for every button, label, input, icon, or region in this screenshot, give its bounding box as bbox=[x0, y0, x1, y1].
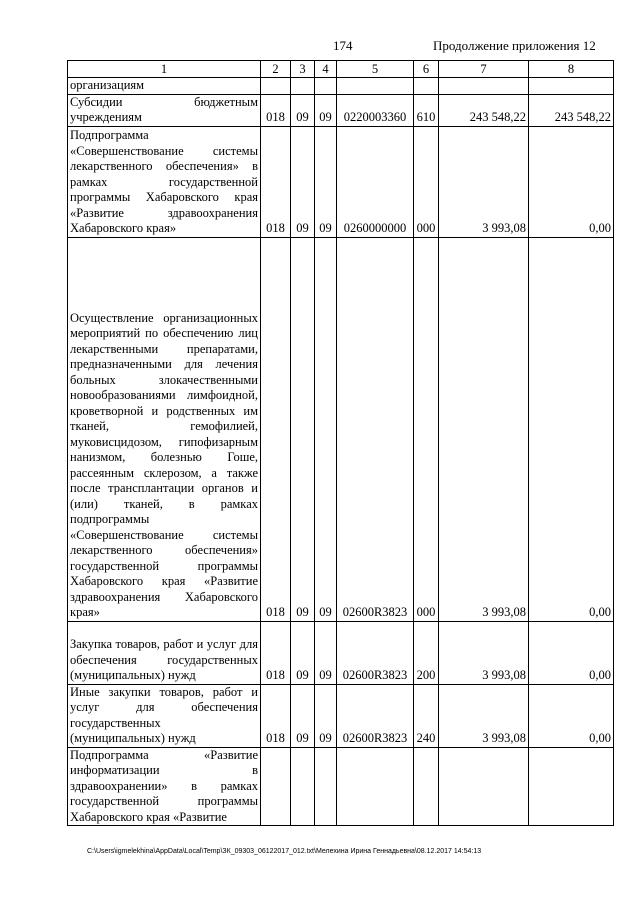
amount-2018: 3 993,08 bbox=[439, 621, 529, 684]
column-header: 2 bbox=[261, 61, 291, 78]
table-cell bbox=[529, 747, 614, 826]
kind-code: 000 bbox=[414, 237, 439, 621]
subsection-code: 09 bbox=[315, 621, 337, 684]
target-code: 02600R3823 bbox=[337, 237, 414, 621]
table-cell bbox=[439, 747, 529, 826]
table-row bbox=[68, 621, 614, 684]
section-code: 09 bbox=[291, 684, 315, 747]
ministry-code: 018 bbox=[261, 621, 291, 684]
row-name: Субсидии бюджетным учреждениям bbox=[68, 94, 261, 126]
ministry-code: 018 bbox=[261, 684, 291, 747]
row-name: Закупка товаров, работ и услуг для обеспечения государственных (муниципальных) нужд bbox=[68, 621, 261, 684]
kind-code: 000 bbox=[414, 126, 439, 237]
table-cell bbox=[414, 78, 439, 95]
table-cell bbox=[337, 747, 414, 826]
table-cell bbox=[291, 747, 315, 826]
amount-2019: 0,00 bbox=[529, 237, 614, 621]
appendix-continuation-label: Продолжение приложения 12 bbox=[433, 38, 596, 53]
row-name: Подпрограмма «Развитие информатизации в здравоохранении» в рамках государственной программы Хабаровского края «Развитие bbox=[68, 747, 261, 826]
subsection-code: 09 bbox=[315, 684, 337, 747]
amount-2019: 0,00 bbox=[529, 621, 614, 684]
budget-table bbox=[67, 60, 614, 826]
table-row-partial bbox=[68, 747, 614, 826]
column-header: 4 bbox=[315, 61, 337, 78]
column-header: 8 bbox=[529, 61, 614, 78]
ministry-code: 018 bbox=[261, 237, 291, 621]
row-name: Иные закупки товаров, работ и услуг для обеспечения государственных (муниципальных) нужд bbox=[68, 684, 261, 747]
section-code: 09 bbox=[291, 621, 315, 684]
target-code: 02600R3823 bbox=[337, 684, 414, 747]
table-cell bbox=[291, 78, 315, 95]
table-row bbox=[68, 126, 614, 237]
table-cell bbox=[414, 747, 439, 826]
column-header: 1 bbox=[68, 61, 261, 78]
row-name: Подпрограмма «Совершенствование системы лекарственного обеспечения» в рамках государственной программы Хабаровского края «Развитие здравоохранения Хабаровского края» bbox=[68, 126, 261, 237]
amount-2019: 0,00 bbox=[529, 684, 614, 747]
target-code: 0220003360 bbox=[337, 94, 414, 126]
column-header: 7 bbox=[439, 61, 529, 78]
kind-code: 200 bbox=[414, 621, 439, 684]
page-number: 174 bbox=[333, 38, 353, 53]
subsection-code: 09 bbox=[315, 126, 337, 237]
column-header: 6 bbox=[414, 61, 439, 78]
row-name: организациям bbox=[68, 78, 261, 95]
amount-2018: 3 993,08 bbox=[439, 237, 529, 621]
table-cell bbox=[315, 747, 337, 826]
amount-2019: 0,00 bbox=[529, 126, 614, 237]
amount-2019: 243 548,22 bbox=[529, 94, 614, 126]
table-row bbox=[68, 237, 614, 621]
table-cell bbox=[315, 78, 337, 95]
table-cell bbox=[337, 78, 414, 95]
subsection-code: 09 bbox=[315, 94, 337, 126]
section-code: 09 bbox=[291, 237, 315, 621]
kind-code: 610 bbox=[414, 94, 439, 126]
ministry-code: 018 bbox=[261, 126, 291, 237]
target-code: 02600R3823 bbox=[337, 621, 414, 684]
section-code: 09 bbox=[291, 94, 315, 126]
table-cell bbox=[529, 78, 614, 95]
subsection-code: 09 bbox=[315, 237, 337, 621]
table-row bbox=[68, 684, 614, 747]
column-header: 3 bbox=[291, 61, 315, 78]
table-cell bbox=[261, 747, 291, 826]
table-row bbox=[68, 94, 614, 126]
file-path-footer: C:\Users\igmelekhina\AppData\Local\Temp\ЗК_09303_06122017_012.txt\Мелехина Ирина Геннадьевна\08.12.2017 14:54:13 bbox=[87, 848, 482, 855]
table-cell bbox=[439, 78, 529, 95]
target-code: 0260000000 bbox=[337, 126, 414, 237]
column-header-row bbox=[68, 61, 614, 78]
amount-2018: 3 993,08 bbox=[439, 684, 529, 747]
amount-2018: 243 548,22 bbox=[439, 94, 529, 126]
column-header: 5 bbox=[337, 61, 414, 78]
row-name: Осуществление организационных мероприятий по обеспечению лиц лекарственными препаратами, предназначенными для лечения больных злокачественными новообразованиями лимфоидной, кроветворной и родственных им тканей, гемофилией, муковисцидозом, гипофизарным нанизмом, болезнью Гоше, рассеянным склерозом, а также после трансплантации органов и (или) тканей, в рамках подпрограммы «Совершенствование системы лекарственного обеспечения» государственной программы Хабаровского края «Развитие здравоохранения Хабаровского края» bbox=[68, 237, 261, 621]
kind-code: 240 bbox=[414, 684, 439, 747]
section-code: 09 bbox=[291, 126, 315, 237]
amount-2018: 3 993,08 bbox=[439, 126, 529, 237]
table-row-fragment bbox=[68, 78, 614, 95]
ministry-code: 018 bbox=[261, 94, 291, 126]
table-cell bbox=[261, 78, 291, 95]
